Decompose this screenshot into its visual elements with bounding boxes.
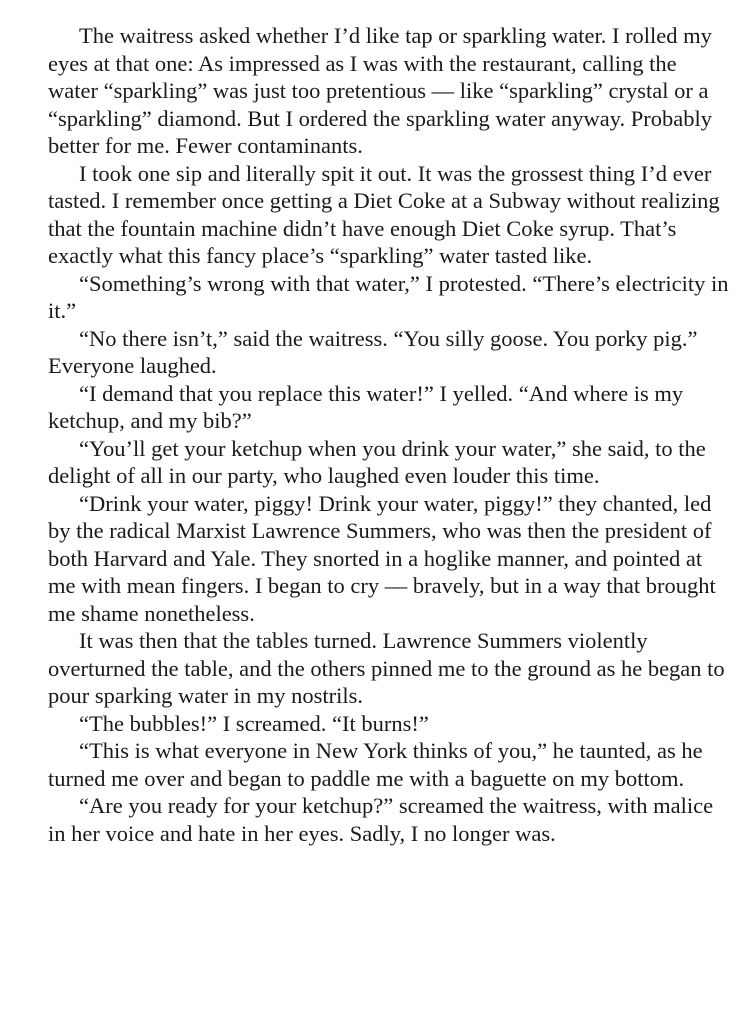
paragraph-8: It was then that the tables turned. Lawrence Summers violently overturned the table, and the others pinned me to the ground as he began to pour sparking water in my nostrils.: [48, 628, 725, 708]
paragraph-9: “The bubbles!” I screamed. “It burns!”: [79, 710, 429, 736]
paragraph-4: “No there isn’t,” said the waitress. “You silly goose. You porky pig.” Everyone laughed.: [48, 325, 698, 378]
paragraph-10: “This is what everyone in New York thinks of you,” he taunted, as he turned me over and began to paddle me with a baguette on my bottom.: [48, 738, 703, 791]
paragraph-1: The waitress asked whether I’d like tap or sparkling water. I rolled my eyes at that one: As impressed as I was with the restaurant, calling the water “sparkling” was just too pretentious — like “sparkling” crystal or a “sparkling” diamond. But I ordered the sparkling water anyway. Probably better for me. Fewer contaminants.: [48, 23, 712, 158]
paragraph-7: “Drink your water, piggy! Drink your water, piggy!” they chanted, led by the radical Marxist Lawrence Summers, who was then the president of both Harvard and Yale. They snorted in a hoglike manner, and pointed at me with mean fingers. I began to cry — bravely, but in a way that brought me shame nonetheless.: [48, 490, 716, 626]
paragraph-2: I took one sip and literally spit it out. It was the grossest thing I’d ever tasted. I remember once getting a Diet Coke at a Subway without realizing that the fountain machine didn’t have enough Diet Coke syrup. That’s exactly what this fancy place’s “sparkling” water tasted like.: [48, 160, 720, 268]
paragraph-11: “Are you ready for your ketchup?” screamed the waitress, with malice in her voice and hate in her eyes. Sadly, I no longer was.: [48, 793, 714, 846]
paragraph-3: “Something’s wrong with that water,” I protested. “There’s electricity in it.”: [48, 270, 729, 323]
paragraph-6: “You’ll get your ketchup when you drink your water,” she said, to the delight of all in our party, who laughed even louder this time.: [48, 435, 706, 488]
paragraph-5: “I demand that you replace this water!” I yelled. “And where is my ketchup, and my bib?”: [48, 380, 684, 433]
